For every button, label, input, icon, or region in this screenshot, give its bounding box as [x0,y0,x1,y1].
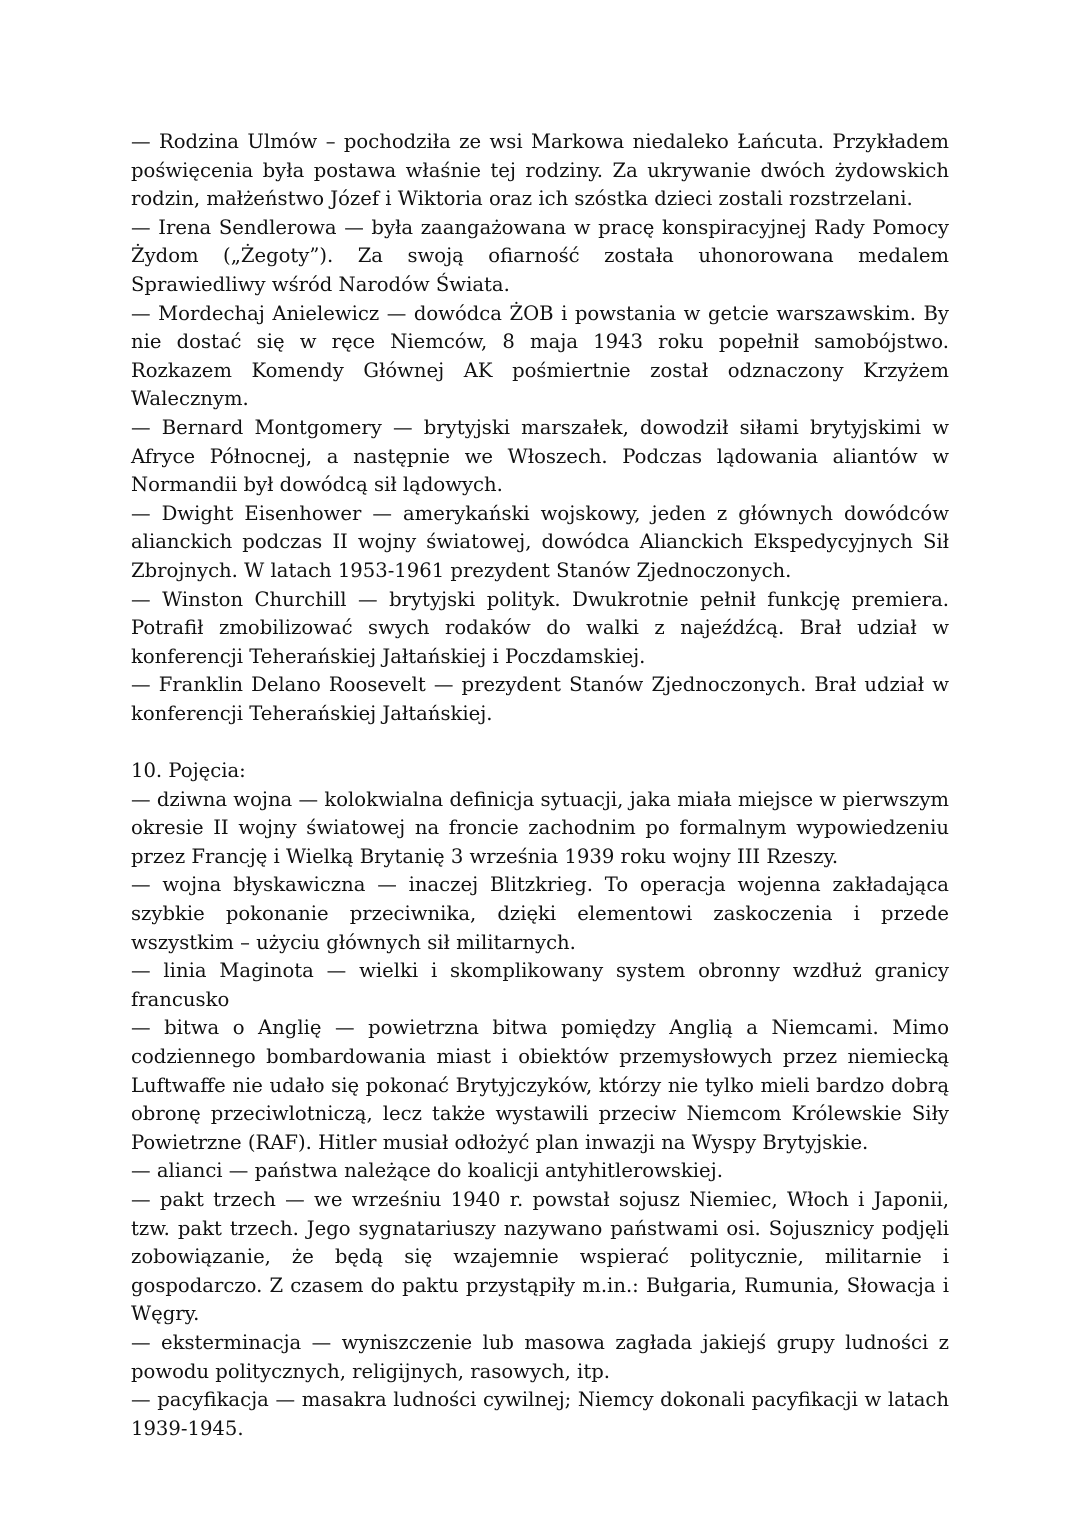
person-winston-churchill: — Winston Churchill — brytyjski polityk. Dwukrotnie pełnił funkcję premiera. Potrafił zmobilizować swych rodaków do walki z najeźdźcą. Brał udział w konferencji Teherańskiej Jałtańskiej i Poczdamskiej. [131,587,949,668]
term-eksterminacja: — eksterminacja — wyniszczenie lub masowa zagłada jakiejś grupy ludności z powodu politycznych, religijnych, rasowych, itp. [131,1330,949,1383]
terms-section-title: 10. Pojęcia: [131,759,246,783]
term-wojna-blyskawiczna: — wojna błyskawiczna — inaczej Blitzkrieg. To operacja wojenna zakładająca szybkie pokonanie przeciwnika, dzięki elementowi zaskoczenia i przede wszystkim – użyciu głównych sił militarnych. [131,873,949,954]
term-linia-maginota: — linia Maginota — wielki i skomplikowany system obronny wzdłuż granicy francusko [131,959,949,1011]
term-dziwna-wojna: — dziwna wojna — kolokwialna definicja sytuacji, jaka miała miejsce w pierwszym okresie II wojny światowej na froncie zachodnim po formalnym wypowiedzeniu przez Francję i Wielką Brytanię 3 września 1939 roku wojny III Rzeszy. [131,787,949,868]
term-bitwa-o-anglie: — bitwa o Anglię — powietrzna bitwa pomiędzy Anglią a Niemcami. Mimo codziennego bombardowania miast i obiektów przemysłowych przez niemiecką Luftwaffe nie udało się pokonać Brytyjczyków, którzy nie tylko mieli bardzo dobrą obronę przeciwlotniczą, lecz także wystawili przeciw Niemcom Królewskie Siły Powietrzne (RAF). Hitler musiał odłożyć plan inwazji na Wyspy Brytyjskie. [131,1016,949,1154]
person-mordechaj-anielewicz: — Mordechaj Anielewicz — dowódca ŻOB i powstania w getcie warszawskim. By nie dostać się w ręce Niemców, 8 maja 1943 roku popełnił samobójstwo. Rozkazem Komendy Głównej AK pośmiertnie został odznaczony Krzyżem Walecznym. [131,301,949,411]
person-dwight-eisenhower: — Dwight Eisenhower — amerykański wojskowy, jeden z głównych dowódców alianckich podczas II wojny światowej, dowódca Alianckich Ekspedycyjnych Sił Zbrojnych. W latach 1953-1961 prezydent Stanów Zjednoczonych. [131,501,949,582]
term-pakt-trzech: — pakt trzech — we wrześniu 1940 r. powstał sojusz Niemiec, Włoch i Japonii, tzw. pakt trzech. Jego sygnatariuszy nazywano państwami osi. Sojusznicy podjęli zobowiązanie, że będą się wzajemnie wspierać politycznie, militarnie i gospodarczo. Z czasem do paktu przystąpiły m.in.: Bułgaria, Rumunia, Słowacja i Węgry. [131,1187,949,1326]
person-irena-sendlerowa: — Irena Sendlerowa — była zaangażowana w pracę konspiracyjnej Rady Pomocy Żydom („Żegoty”). Za swoją ofiarność została uhonorowana medalem Sprawiedliwy wśród Narodów Świata. [131,215,949,296]
person-franklin-roosevelt: — Franklin Delano Roosevelt — prezydent Stanów Zjednoczonych. Brał udział w konferencji Teherańskiej Jałtańskiej. [131,673,949,725]
person-ulma-family: — Rodzina Ulmów – pochodziła ze wsi Markowa niedaleko Łańcuta. Przykładem poświęcenia była postawa właśnie tej rodziny. Za ukrywanie dwóch żydowskich rodzin, małżeństwo Józef i Wiktoria oraz ich szóstka dzieci zostali rozstrzelani. [131,130,949,211]
term-pacyfikacja: — pacyfikacja — masakra ludności cywilnej; Niemcy dokonali pacyfikacji w latach 1939-1945. [131,1388,949,1440]
document-page [131,128,949,1443]
person-bernard-montgomery: — Bernard Montgomery — brytyjski marszałek, dowodził siłami brytyjskimi w Afryce Północnej, a następnie we Włoszech. Podczas lądowania aliantów w Normandii był dowódcą sił lądowych. [131,415,949,497]
term-alianci: — alianci — państwa należące do koalicji antyhitlerowskiej. [131,1159,723,1183]
